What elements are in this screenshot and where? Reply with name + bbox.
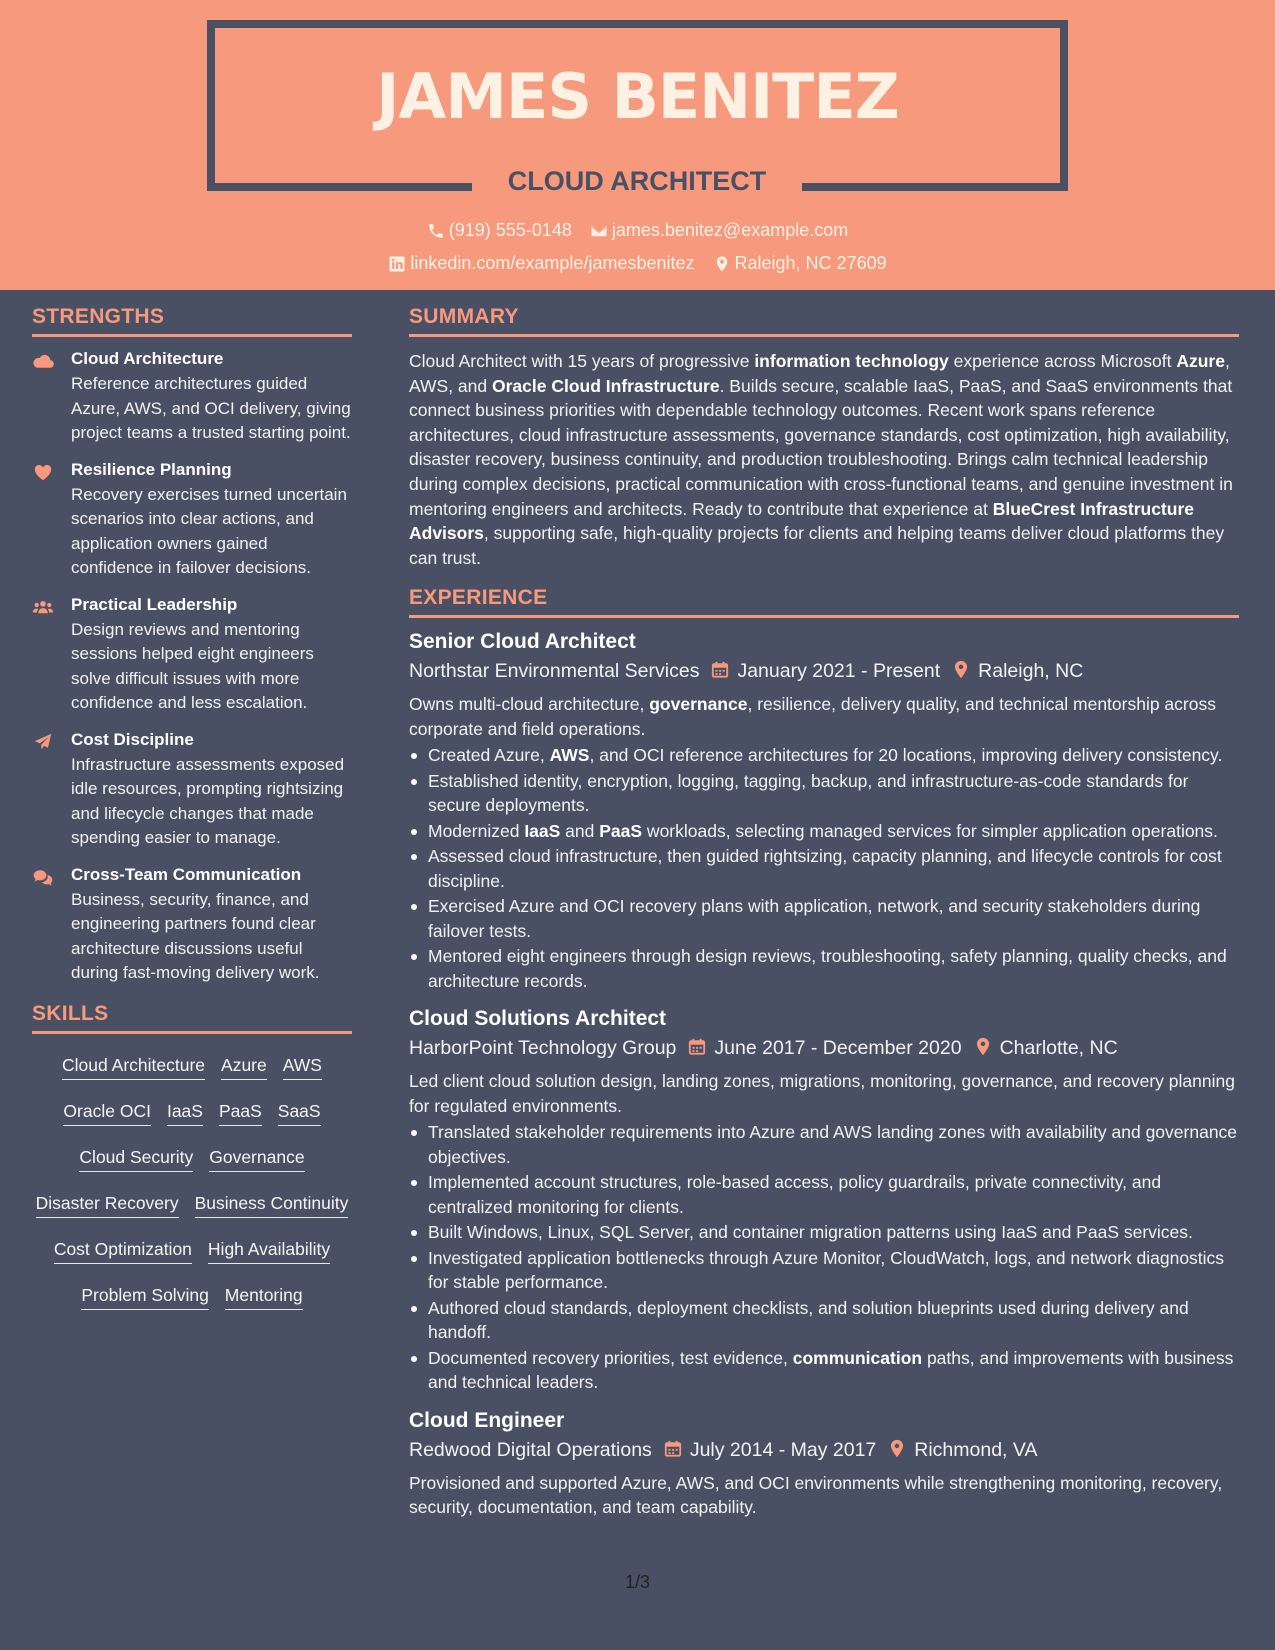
calendar-icon-wrap: [711, 660, 729, 683]
map-marker-icon: [888, 1439, 906, 1458]
calendar-icon: [688, 1037, 706, 1056]
strength-body: [71, 865, 352, 986]
job-meta: [409, 1439, 1239, 1462]
experience-title: EXPERIENCE: [409, 586, 1239, 618]
job-role: CLOUD ARCHITECT: [507, 166, 767, 196]
bullet-segment: and: [560, 820, 600, 841]
job-description-segment: Owns multi-cloud architecture,: [409, 694, 650, 715]
summary-segment: BlueCrest Infrastructure Advisors: [409, 498, 1194, 544]
job-entry: [409, 630, 1239, 993]
summary-title: SUMMARY: [409, 305, 1239, 337]
bullet-segment: Created Azure,: [428, 745, 550, 766]
contact-location: [713, 253, 887, 274]
strength-item: [32, 595, 352, 716]
bullet-segment: Documented recovery priorities, test evidence,: [428, 1347, 793, 1368]
skill-tag: Problem Solving: [81, 1279, 208, 1310]
summary-segment: . Builds secure, scalable IaaS, PaaS, and SaaS environments that connect business priorities with dependable technology outcomes. Recent work spans reference architectures, cloud infrastructure assessments, governance standards, cost optimization, high availability, disaster recovery, business continuity, and production troubleshooting. Brings calm technical leadership during complex decisions, practical communication with cross-functional teams, and genuine investment in mentoring engineers and architects. Ready to contribute that experience at: [409, 375, 1233, 519]
job-title: Cloud Solutions Architect: [409, 1007, 667, 1031]
summary-segment: Azure: [1176, 351, 1225, 371]
job-bullets: [409, 743, 1239, 993]
strength-body: [71, 460, 352, 581]
job-bullet: [409, 944, 1239, 993]
job-meta: [409, 660, 1239, 683]
strength-item: [32, 460, 352, 581]
location-text: Raleigh, NC 27609: [734, 253, 887, 273]
bullet-segment: Investigated application bottlenecks through Azure Monitor, CloudWatch, logs, and network diagnostics for stable performance.: [428, 1247, 1225, 1293]
skill-tag: IaaS: [167, 1095, 203, 1126]
skill-tag: PaaS: [219, 1095, 262, 1126]
map-marker-icon: [713, 255, 731, 273]
bullet-segment: Mentored eight engineers through design reviews, troubleshooting, safety planning, quality checks, and architecture records.: [428, 946, 1227, 991]
skill-tag: Cloud Architecture: [62, 1049, 205, 1080]
skills-title: SKILLS: [32, 1002, 352, 1034]
contact-linkedin[interactable]: [388, 253, 694, 274]
paper-plane-icon: [32, 730, 71, 851]
strength-title: Practical Leadership: [71, 594, 238, 614]
bullet-segment: Established identity, encryption, logging, tagging, backup, and infrastructure-as-code standards for secure deployments.: [428, 770, 1189, 816]
skill-tag: Cloud Security: [79, 1141, 193, 1172]
skill-tag: SaaS: [278, 1095, 321, 1126]
job-bullet: [409, 1120, 1239, 1169]
job-bullet: [409, 769, 1239, 818]
skill-tag: Disaster Recovery: [36, 1187, 179, 1218]
strength-description: Design reviews and mentoring sessions helped eight engineers solve difficult issues with more confidence and less escalation.: [71, 619, 314, 712]
job-bullet: [409, 1246, 1239, 1295]
bullet-segment: Modernized: [428, 820, 525, 841]
job-description: [409, 1471, 1239, 1520]
contact-email[interactable]: [590, 220, 848, 241]
contact-row-2: [0, 253, 1275, 274]
cloud-icon: [32, 349, 71, 446]
email-text: james.benitez@example.com: [611, 220, 849, 240]
summary-text: [409, 349, 1239, 570]
job-location: Charlotte, NC: [999, 1037, 1118, 1060]
calendar-icon: [711, 660, 729, 679]
calendar-icon: [664, 1439, 682, 1458]
summary-segment: information technology: [754, 351, 949, 371]
summary-segment: experience across Microsoft: [948, 351, 1177, 371]
calendar-icon-wrap: [664, 1439, 682, 1462]
skill-tag: AWS: [283, 1049, 322, 1080]
linkedin-text: linkedin.com/example/jamesbenitez: [410, 253, 695, 273]
bullet-segment: Implemented account structures, role-based access, policy guardrails, private connectivity, and centralized monitoring for clients.: [428, 1172, 1162, 1217]
strength-item: [32, 730, 352, 851]
job-bullet: [409, 1220, 1239, 1245]
skill-tag: Business Continuity: [195, 1187, 349, 1218]
skills-list: [32, 1046, 352, 1322]
job-bullet: [409, 743, 1239, 768]
bullet-segment: communication: [792, 1347, 923, 1368]
heart-icon: [32, 460, 71, 581]
strength-item: [32, 349, 352, 446]
job-location: Raleigh, NC: [978, 660, 1084, 683]
skill-tag: Oracle OCI: [63, 1095, 151, 1126]
envelope-icon: [590, 222, 608, 240]
contact-row-1: [0, 220, 1275, 241]
bullet-segment: Assessed cloud infrastructure, then guided rightsizing, capacity planning, and lifecycle controls for cost discipline.: [428, 846, 1222, 891]
strength-title: Cross-Team Communication: [71, 864, 302, 884]
calendar-icon-wrap: [688, 1037, 706, 1060]
skill-tag: High Availability: [208, 1233, 330, 1264]
skill-tag: Mentoring: [225, 1279, 303, 1310]
candidate-name: JAMES BENITEZ: [376, 60, 899, 133]
skill-tag: Cost Optimization: [54, 1233, 192, 1264]
resume-header: [0, 0, 1275, 290]
skill-tag: Azure: [221, 1049, 267, 1080]
job-bullet: [409, 1170, 1239, 1219]
job-entry: [409, 1409, 1239, 1520]
job-bullets: [409, 1120, 1239, 1395]
strength-title: Cloud Architecture: [71, 349, 224, 368]
job-title: Cloud Engineer: [409, 1408, 565, 1432]
right-column: [409, 305, 1239, 1534]
linkedin-icon: [388, 255, 406, 273]
job-description: [409, 1069, 1239, 1118]
job-company: Redwood Digital Operations: [409, 1438, 652, 1461]
job-company: HarborPoint Technology Group: [409, 1037, 677, 1060]
bullet-segment: Authored cloud standards, deployment checklists, and solution blueprints used during delivery and handoff.: [428, 1297, 1189, 1343]
phone-icon: [427, 222, 445, 240]
job-dates: June 2017 - December 2020: [714, 1037, 962, 1060]
summary-segment: Oracle Cloud Infrastructure: [492, 375, 720, 396]
strength-body: [71, 349, 352, 446]
bullet-segment: PaaS: [599, 820, 643, 841]
strength-description: Recovery exercises turned uncertain scenarios into clear actions, and application owners gained confidence in failover decisions.: [71, 484, 347, 577]
job-dates: July 2014 - May 2017: [689, 1438, 877, 1461]
bullet-segment: IaaS: [524, 820, 561, 841]
skill-tag: Governance: [209, 1141, 304, 1172]
job-company: Northstar Environmental Services: [409, 660, 700, 683]
job-description-segment: Provisioned and supported Azure, AWS, and OCI environments while strengthening monitoring, recovery, security, documentation, and team capability.: [409, 1472, 1223, 1518]
map-marker-icon: [952, 660, 970, 679]
job-bullet: [409, 894, 1239, 943]
strengths-title: STRENGTHS: [32, 305, 352, 337]
job-description-segment: governance: [649, 694, 748, 715]
strength-item: [32, 865, 352, 986]
job-meta: [409, 1037, 1239, 1060]
summary-segment: , AWS, and: [409, 351, 1230, 396]
job-title: Senior Cloud Architect: [409, 630, 636, 654]
job-bullet: [409, 1346, 1239, 1395]
strength-title: Resilience Planning: [71, 459, 232, 479]
page-number: 1/3: [624, 1572, 651, 1592]
job-bullet: [409, 819, 1239, 844]
bullet-segment: AWS: [549, 745, 590, 766]
job-entry: [409, 1007, 1239, 1395]
job-bullet: [409, 1296, 1239, 1345]
bullet-segment: Translated stakeholder requirements into Azure and AWS landing zones with availability and governance objectives.: [428, 1122, 1238, 1167]
bullet-segment: Built Windows, Linux, SQL Server, and container migration patterns using IaaS and PaaS services.: [428, 1222, 1193, 1243]
strengths-list: [32, 349, 352, 986]
job-description-segment: Led client cloud solution design, landing zones, migrations, monitoring, governance, and recovery planning for regulated environments.: [409, 1071, 1235, 1116]
left-column: [32, 305, 352, 1322]
job-description-segment: , resilience, delivery quality, and technical mentorship across corporate and field operations.: [409, 694, 1216, 739]
jobs-list: [409, 630, 1239, 1520]
bullet-segment: paths, and improvements with business and technical leaders.: [428, 1347, 1234, 1393]
summary-segment: , supporting safe, high-quality projects for clients and helping teams deliver cloud platforms they can trust.: [409, 523, 1225, 568]
map-marker-icon-wrap: [952, 660, 970, 683]
strength-body: [71, 730, 352, 851]
skills-section: [32, 1002, 352, 1322]
map-marker-icon-wrap: [888, 1439, 906, 1462]
chat-icon: [32, 865, 71, 986]
bullet-segment: workloads, selecting managed services for simpler application operations.: [642, 820, 1218, 841]
bullet-segment: Exercised Azure and OCI recovery plans with application, network, and security stakeholders during failover tests.: [428, 896, 1201, 941]
strength-description: Infrastructure assessments exposed idle resources, prompting rightsizing and lifecycle changes that made spending easier to manage.: [71, 754, 345, 847]
strength-title: Cost Discipline: [71, 729, 194, 749]
job-dates: January 2021 - Present: [737, 660, 941, 683]
strength-description: Business, security, finance, and engineering partners found clear architecture discussions useful during fast-moving delivery work.: [71, 889, 320, 982]
users-icon: [32, 595, 71, 716]
bullet-segment: , and OCI reference architectures for 20 locations, improving delivery consistency.: [589, 745, 1223, 766]
summary-segment: Cloud Architect with 15 years of progressive: [409, 351, 755, 371]
map-marker-icon: [974, 1037, 992, 1056]
strength-description: Reference architectures guided Azure, AWS, and OCI delivery, giving project teams a trusted starting point.: [71, 374, 351, 442]
strength-body: [71, 595, 352, 716]
map-marker-icon-wrap: [974, 1037, 992, 1060]
phone-text: (919) 555-0148: [448, 220, 572, 240]
job-location: Richmond, VA: [914, 1438, 1038, 1461]
job-bullet: [409, 844, 1239, 893]
job-description: [409, 692, 1239, 741]
contact-phone[interactable]: [427, 220, 572, 241]
